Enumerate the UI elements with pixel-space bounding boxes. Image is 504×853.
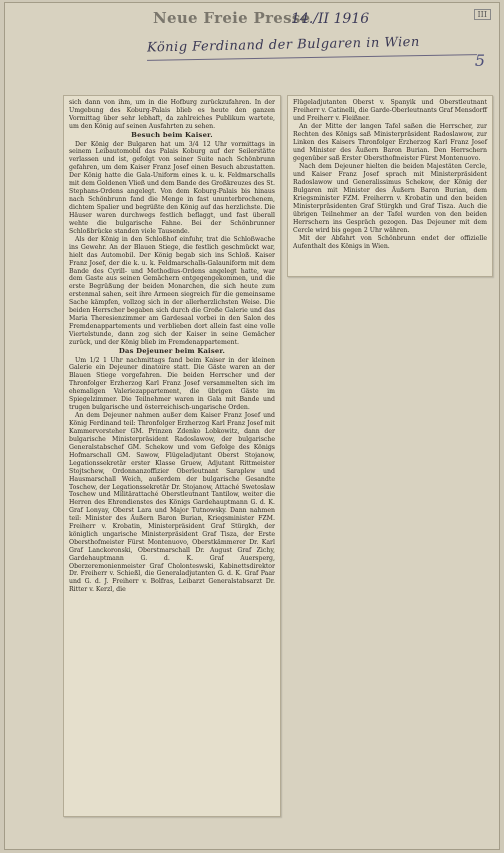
archive-sheet <box>4 2 500 850</box>
paragraph: An dem Dejeuner nahmen außer dem Kaiser Franz Josef und König Ferdinand teil: Thronfolger Erzherzog Karl Franz Josef mit Kammervorsteher GM. Prinzen Zdenko Lobkowitz, dann der bulgarische Ministerpräsident Radoslawow, der bulgarische Generalstabschef GM. Schekow und vom Gefolge des Königs Hofmarschall GM. Sawow, Flügeladjutant Oberst Stojanow, Legationssekretär erster Klasse Gruew, Adjutant Rittmeister Stojtschew, Ordonnanzoffizier Oberleutnant Saraplew und Hausmarschall Weich, außerdem der bulgarische Gesandte Toschew, der Legationssekretär Dr. Stojanow, Attaché Swetoslaw Toschew und Militärattaché Oberstleutnant Tantilow, weiter die Herren des Ehrendienstes des Königs Gardehauptmann G. d. K. Graf Lonyay, Oberst Lara und Major Tutnowsky. Dann nahmen teil: Minister des Äußern Baron Burian, Kriegsminister FZM. Freiherr v. Krobatin, Ministerpräsident Graf Stürgkh, der königlich ungarische Ministerpräsident Graf Tisza, der Erste Obersthofmeister Fürst Montenuovo, Oberstkämmerer Dr. Karl Graf Lanckoronski, Oberstmarschall Dr. August Graf Zichy, Gardehauptmann G. d. K. Graf Auersperg, Oberzeremonienmeister Graf Cholonteswski, Kabinettsdirektor Dr. Freiherr v. Schießl, die Generaladjutanten G. d. K. Graf Paar und G. d. J. Freiherr v. Bolfras, Leibarzt Generalstabsarzt Dr. Ritter v. Kerzl, die <box>69 412 275 594</box>
page-number: 5 <box>474 51 485 70</box>
paragraph: Der König der Bulgaren hat um 3/4 12 Uhr vormittags in seinem Leibautomobil das Palais Koburg auf der Seilerstätte verlassen und ist, gefolgt von seiner Suite nach Schönbrunn gefahren, um dem Kaiser Franz Josef einen Besuch abzustatten. Der König hatte die Gala-Uniform eines k. u. k. Feldmarschalls mit dem Goldenen Vließ und dem Bande des Großkreuzes des St. Stephans-Ordens angelegt. Von dem Koburg-Palais bis hinaus nach Schönbrunn fand die Menge in fast ununterbrochenem, dichtem Spalier und begrüßte den König auf das herzlichste. Die Häuser waren durchwegs festlich beflaggt, und fast überall wehte die bulgarische Fahne. Bei der Schönbrunner Schloßbrücke standen viele Tausende. <box>69 140 275 235</box>
section-heading: Besuch beim Kaiser. <box>131 130 213 139</box>
paragraph: Nach dem Dejeuner hielten die beiden Majestäten Cercle, und Kaiser Franz Josef sprach mit Ministerpräsident Radoslawow und Generalissimus Schekow, der König der Bulgaren mit Minister des Äußern Baron Burian, dem Kriegsminister FZM. Freiherrn v. Krobatin und den beiden Ministerpräsidenten Graf Stürgkh und Graf Tisza. Auch die übrigen Teilnehmer an der Tafel wurden von den beiden Herrschern ins Gespräch gezogen. Das Dejeuner mit dem Cercle wird bis gegen 2 Uhr währen. <box>293 163 487 234</box>
article-clipping-right <box>287 95 493 277</box>
paragraph: Mit der Abfahrt von Schönbrunn endet der offizielle Aufenthalt des Königs in Wien. <box>293 234 487 250</box>
handwritten-underline <box>147 54 477 61</box>
archive-code: III <box>474 9 491 20</box>
handwritten-title: König Ferdinand der Bulgaren in Wien <box>146 34 420 56</box>
newspaper-masthead: Neue Freie Presse <box>153 9 311 27</box>
section-heading: Das Dejeuner beim Kaiser. <box>118 346 226 355</box>
handwritten-date: 14./II 1916 <box>291 11 370 27</box>
article-clipping-left <box>63 95 281 817</box>
paragraph: Flügeladjutanten Oberst v. Spanyik und Oberstleutnant Freiherr v. Catinelli, die Garde-Oberleutnants Graf Mensdorff und Freiherr v. Fleißner. <box>293 99 487 122</box>
paragraph: Um 1/2 1 Uhr nachmittags fand beim Kaiser in der kleinen Galerie ein Dejeuner dinatoire statt. Die Gäste waren an der Blauen Stiege vorgefahren. Die beiden Herrscher und der Thronfolger Erzherzog Karl Franz Josef versammelten sich im ehemaligen Valeriezappartement, die übrigen Gäste im Spiegelzimmer. Die Teilnehmer waren in Gala mit Bande und trugen bulgarische und österreichisch-ungarische Orden. <box>69 356 275 411</box>
paragraph: sich dann von ihm, um in die Hofburg zurückzufahren. In der Umgebung des Koburg-Palais blieb es heute den ganzen Vormittag über sehr lebhaft, da zahlreiches Publikum wartete, um den König auf seinen Ausfahrten zu sehen. <box>69 99 275 130</box>
paragraph: An der Mitte der langen Tafel saßen die Herrscher, zur Rechten des Königs saß Ministerpräsident Radoslawow, zur Linken des Kaisers Thronfolger Erzherzog Karl Franz Josef und Minister des Äußern Baron Burian. Den Herrschern gegenüber saß Erster Obersthofmeister Fürst Montenuovo. <box>293 123 487 162</box>
paragraph: Als der König in den Schloßhof einfuhr, trat die Schloßwache ins Gewehr. An der Blauen Stiege, die festlich geschmückt war, hielt das Automobil. Der König begab sich ins Schloß. Kaiser Franz Josef, der die k. u. k. Feldmarschalls-Galauniform mit dem Bande des Cyrill- und Methodius-Ordens angelegt hatte, war dem Gaste aus seinen Gemächern entgegengekommen, und die erste Begrüßung der beiden Monarchen, die sich heute zum erstenmal sahen, seit ihre Armeen siegreich für die gemeinsame Sache kämpfen, vollzog sich in der allerherzlichsten Weise. Die beiden Herrscher begaben sich durch die Große Galerie und das Maria Theresienzimmer am Gardesaal vorbei in den Salon des Fremdenappartements und verblieben dort allein fast eine volle Viertelstunde, dann zog sich der Kaiser in seine Gemächer zurück, und der König blieb im Fremdenappartement. <box>69 235 275 346</box>
